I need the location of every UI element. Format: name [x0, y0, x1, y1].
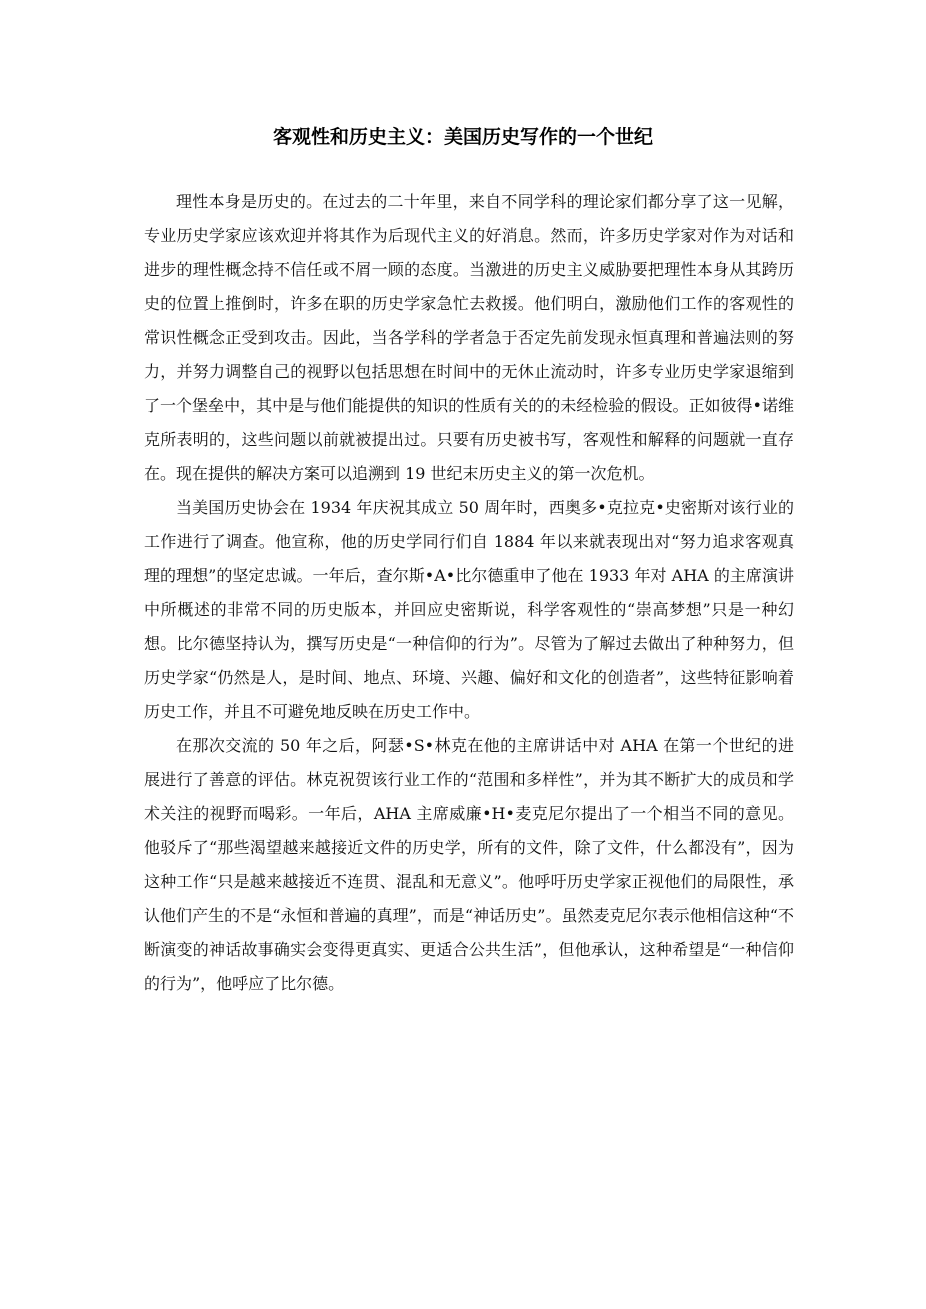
- document-body: [144, 185, 794, 1001]
- paragraph-2: 当美国历史协会在 1934 年庆祝其成立 50 周年时，西奥多•克拉克•史密斯对该行业的工作进行了调查。他宣称，他的历史学同行们自 1884 年以来就表现出对“努力追求客观真理的理想”的坚定忠诚。一年后，查尔斯•A•比尔德重申了他在 1933 年对 AHA 的主席演讲中所概述的非常不同的历史版本，并回应史密斯说，科学客观性的“崇高梦想”只是一种幻想。比尔德坚持认为，撰写历史是“一种信仰的行为”。尽管为了解过去做出了种种努力，但历史学家“仍然是人，是时间、地点、环境、兴趣、偏好和文化的创造者”，这些特征影响着历史工作，并且不可避免地反映在历史工作中。: [144, 498, 794, 721]
- paragraph-3: 在那次交流的 50 年之后，阿瑟•S•林克在他的主席讲话中对 AHA 在第一个世纪的进展进行了善意的评估。林克祝贺该行业工作的“范围和多样性”，并为其不断扩大的成员和学术关注的视野而喝彩。一年后，AHA 主席威廉•H•麦克尼尔提出了一个相当不同的意见。他驳斥了“那些渴望越来越接近文件的历史学，所有的文件，除了文件，什么都没有”，因为这种工作“只是越来越接近不连贯、混乱和无意义”。他呼吁历史学家正视他们的局限性，承认他们产生的不是“永恒和普遍的真理”，而是“神话历史”。虽然麦克尼尔表示他相信这种“不断演变的神话故事确实会变得更真实、更适合公共生活”，但他承认，这种希望是“一种信仰的行为”，他呼应了比尔德。: [144, 736, 794, 993]
- document-title: 客观性和历史主义：美国历史写作的一个世纪: [272, 126, 653, 148]
- paragraph-1: 理性本身是历史的。在过去的二十年里，来自不同学科的理论家们都分享了这一见解，专业历史学家应该欢迎并将其作为后现代主义的好消息。然而，许多历史学家对作为对话和进步的理性概念持不信任或不屑一顾的态度。当激进的历史主义威胁要把理性本身从其跨历史的位置上推倒时，许多在职的历史学家急忙去救援。他们明白，激励他们工作的客观性的常识性概念正受到攻击。因此，当各学科的学者急于否定先前发现永恒真理和普遍法则的努力，并努力调整自己的视野以包括思想在时间中的无休止流动时，许多专业历史学家退缩到了一个堡垒中，其中是与他们能提供的知识的性质有关的的未经检验的假设。正如彼得•诺维克所表明的，这些问题以前就被提出过。只要有历史被书写，客观性和解释的问题就一直存在。现在提供的解决方案可以追溯到 19 世纪末历史主义的第一次危机。: [144, 192, 794, 483]
